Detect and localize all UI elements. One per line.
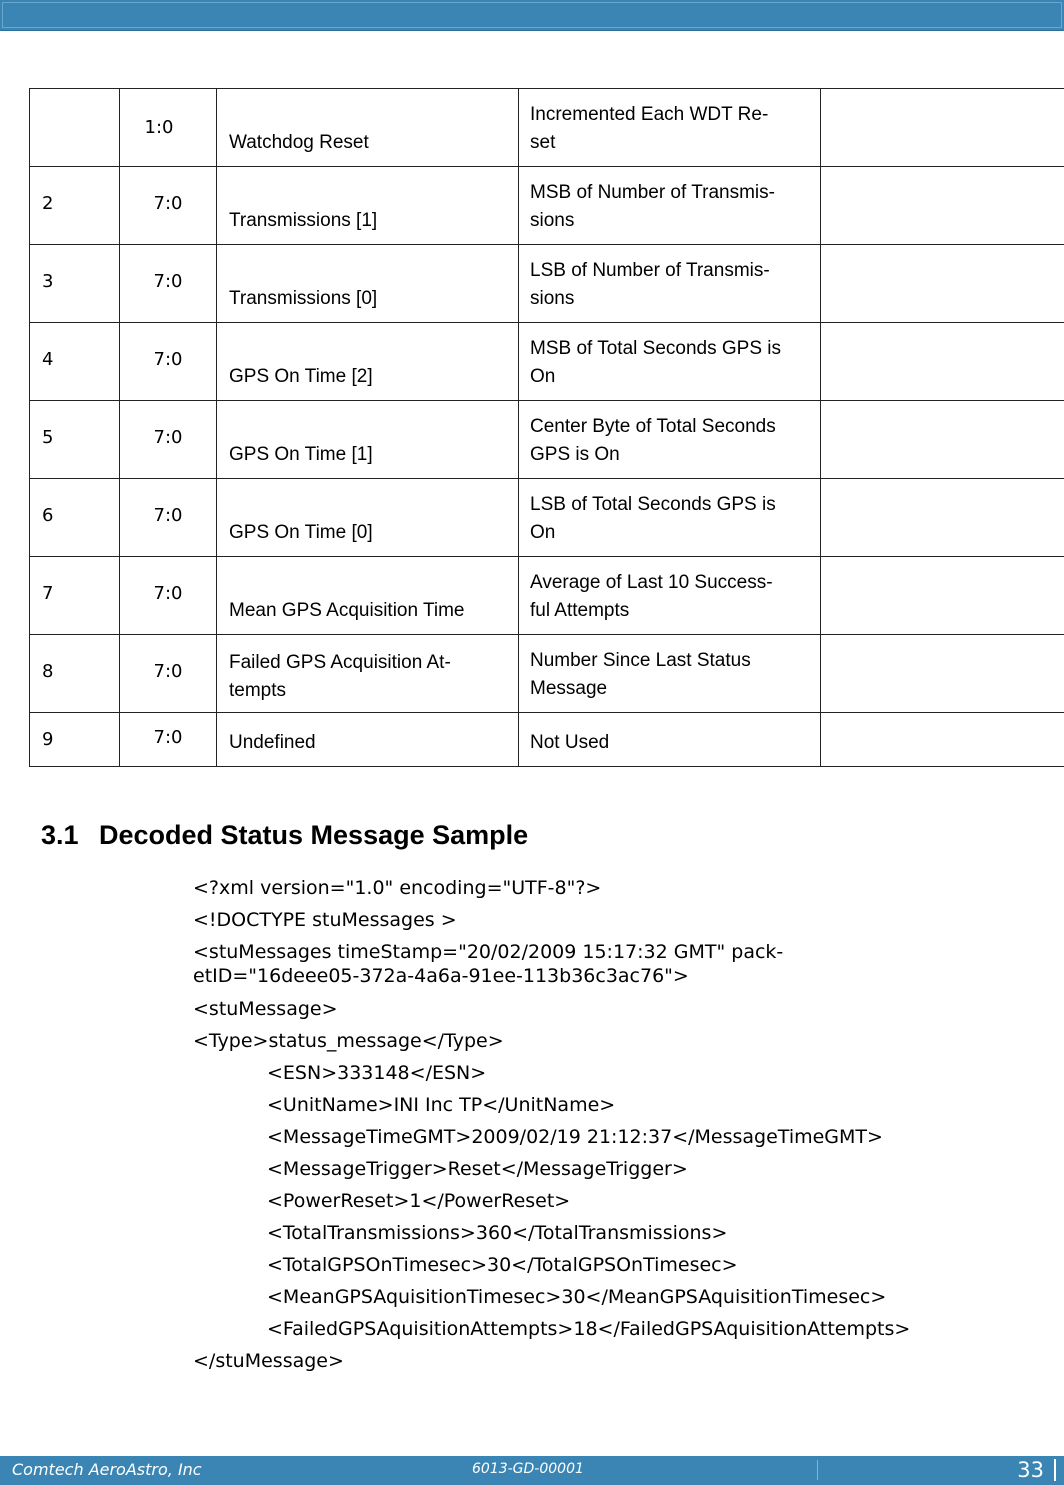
footer-company: Comtech AeroAstro, Inc <box>12 1460 202 1479</box>
code-line: <MessageTrigger>Reset</MessageTrigger> <box>267 1158 688 1180</box>
bits-cell: 7:0 <box>120 401 217 479</box>
notes-cell <box>821 479 1064 557</box>
code-line: <stuMessages timeStamp="20/02/2009 15:17:32 GMT" pack-etID="16deee05-372a-4a6a-91ee-113b36c3ac76"> <box>193 941 784 987</box>
bits-cell: 7:0 <box>120 713 217 767</box>
code-line: </stuMessage> <box>193 1350 344 1372</box>
description-cell: MSB of Total Seconds GPS is On <box>519 323 821 401</box>
table-row <box>30 323 1064 401</box>
code-line: <Type>status_message</Type> <box>193 1030 504 1052</box>
field-name-cell: GPS On Time [1] <box>217 401 519 479</box>
table-row <box>30 557 1064 635</box>
code-line: <MessageTimeGMT>2009/02/19 21:12:37</MessageTimeGMT> <box>267 1126 883 1148</box>
footer-bar <box>0 1456 1064 1485</box>
section-title: Decoded Status Message Sample <box>99 820 529 850</box>
description-cell: Center Byte of Total Seconds GPS is On <box>519 401 821 479</box>
notes-cell <box>821 401 1064 479</box>
notes-cell <box>821 167 1064 245</box>
bits-cell: 7:0 <box>120 245 217 323</box>
code-line: <MeanGPSAquisitionTimesec>30</MeanGPSAquisitionTimesec> <box>267 1286 887 1308</box>
field-name-cell: Undefined <box>217 713 519 767</box>
description-cell: Incremented Each WDT Re- set <box>519 89 821 167</box>
bits-cell: 7:0 <box>120 635 217 713</box>
code-line: <FailedGPSAquisitionAttempts>18</FailedGPSAquisitionAttempts> <box>267 1318 911 1340</box>
field-name-cell: Mean GPS Acquisition Time <box>217 557 519 635</box>
byte-cell <box>30 89 120 167</box>
byte-cell: 5 <box>30 401 120 479</box>
byte-cell: 2 <box>30 167 120 245</box>
description-cell: Number Since Last Status Message <box>519 635 821 713</box>
notes-cell <box>821 557 1064 635</box>
xml-sample <box>193 872 910 1377</box>
page-number: 33 <box>1017 1458 1044 1482</box>
code-line: <TotalGPSOnTimesec>30</TotalGPSOnTimesec> <box>267 1254 738 1276</box>
status-fields-table <box>29 88 1064 767</box>
description-cell: MSB of Number of Transmis- sions <box>519 167 821 245</box>
byte-cell: 7 <box>30 557 120 635</box>
bits-cell: 7:0 <box>120 167 217 245</box>
field-name-cell: GPS On Time [0] <box>217 479 519 557</box>
code-line: <!DOCTYPE stuMessages > <box>193 909 457 931</box>
header-bar <box>0 0 1064 31</box>
table-row <box>30 713 1064 767</box>
byte-cell: 9 <box>30 713 120 767</box>
footer-divider <box>817 1460 818 1480</box>
bits-cell: 7:0 <box>120 323 217 401</box>
description-cell: LSB of Number of Transmis- sions <box>519 245 821 323</box>
field-name-cell: Failed GPS Acquisition At- tempts <box>217 635 519 713</box>
footer-edge <box>1054 1459 1056 1481</box>
byte-cell: 4 <box>30 323 120 401</box>
byte-cell: 3 <box>30 245 120 323</box>
bits-cell: 1:0 <box>120 89 217 167</box>
notes-cell <box>821 713 1064 767</box>
byte-cell: 8 <box>30 635 120 713</box>
table-row <box>30 635 1064 713</box>
byte-cell: 6 <box>30 479 120 557</box>
bits-cell: 7:0 <box>120 479 217 557</box>
section-heading <box>41 820 528 851</box>
bits-cell: 7:0 <box>120 557 217 635</box>
code-line: <UnitName>INI Inc TP</UnitName> <box>267 1094 616 1116</box>
code-line: <TotalTransmissions>360</TotalTransmissions> <box>267 1222 728 1244</box>
table-row <box>30 401 1064 479</box>
field-name-cell: GPS On Time [2] <box>217 323 519 401</box>
description-cell: Not Used <box>519 713 821 767</box>
table-row <box>30 167 1064 245</box>
code-line: <?xml version="1.0" encoding="UTF-8"?> <box>193 877 602 899</box>
description-cell: LSB of Total Seconds GPS is On <box>519 479 821 557</box>
description-cell: Average of Last 10 Success- ful Attempts <box>519 557 821 635</box>
code-line: <stuMessage> <box>193 998 338 1020</box>
notes-cell <box>821 89 1064 167</box>
footer-doc-number: 6013-GD-00001 <box>472 1461 584 1477</box>
notes-cell <box>821 635 1064 713</box>
field-name-cell: Transmissions [1] <box>217 167 519 245</box>
table-row <box>30 89 1064 167</box>
table-row <box>30 479 1064 557</box>
code-line: <ESN>333148</ESN> <box>267 1062 487 1084</box>
field-name-cell: Watchdog Reset <box>217 89 519 167</box>
notes-cell <box>821 245 1064 323</box>
notes-cell <box>821 323 1064 401</box>
table-row <box>30 245 1064 323</box>
code-line: <PowerReset>1</PowerReset> <box>267 1190 571 1212</box>
field-name-cell: Transmissions [0] <box>217 245 519 323</box>
section-number: 3.1 <box>41 820 79 850</box>
